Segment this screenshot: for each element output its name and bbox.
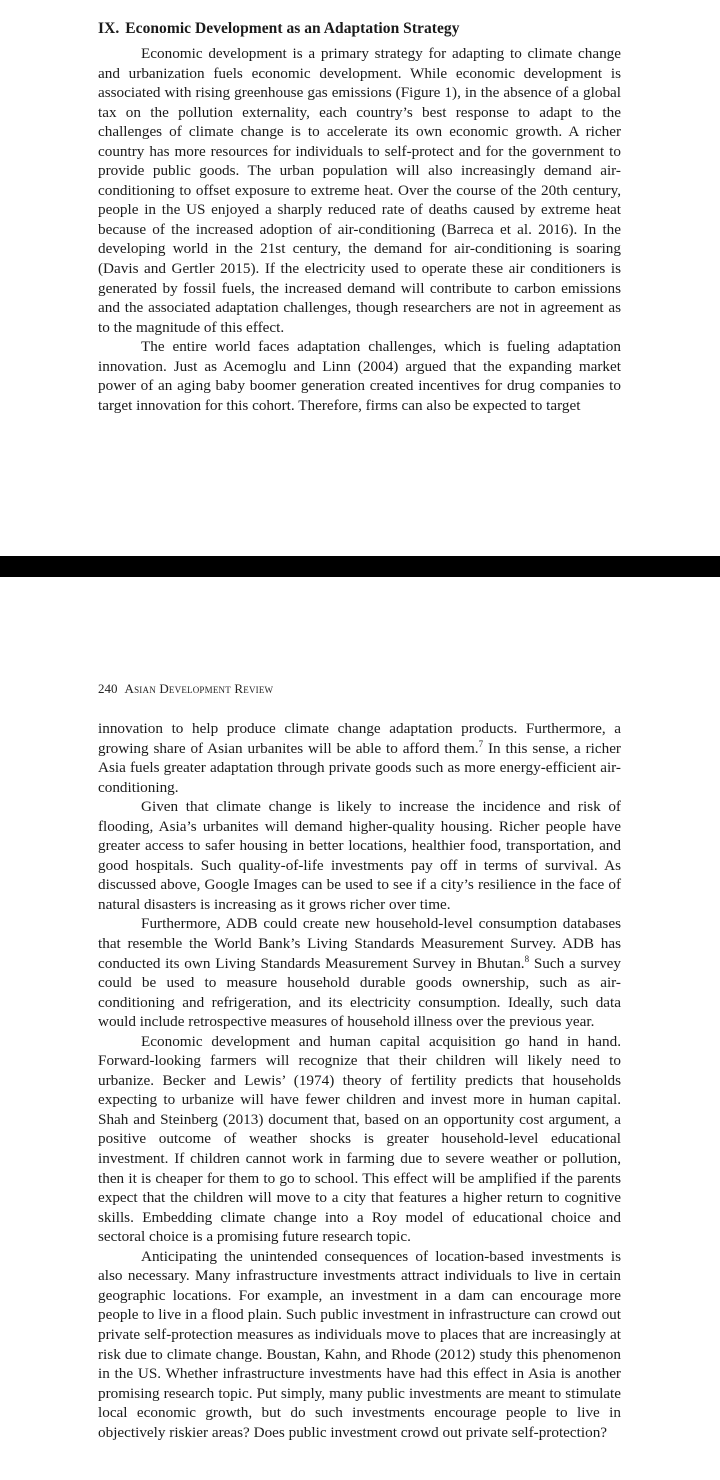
page-top xyxy=(0,0,720,556)
paragraph: The entire world faces adaptation challenges, which is fueling adaptation innovation. Just as Acemoglu and Linn (2004) argued that the expanding market power of an aging baby boomer generation created incentives for drug companies to target innovation for this cohort. Therefore, firms can also be expected to target xyxy=(98,338,621,414)
page-number: 240 xyxy=(98,681,118,696)
footnote-ref[interactable]: 8 xyxy=(524,953,530,964)
paragraph-text: Such a survey could be used to measure household durable goods ownership, such as air-conditioning and refrigeration, and its electricity consumption. Ideally, such data would include retrospective measures of household illness over the previous year. xyxy=(98,954,621,1031)
paragraph-continued xyxy=(98,719,621,797)
paragraph: Economic development is a primary strategy for adapting to climate change and urbanization fuels economic development. While economic development is associated with rising greenhouse gas emissions (Figure 1), in the absence of a global tax on the pollution externality, each country’s best response to adapt to the challenges of climate change is to accelerate its own economic growth. A richer country has more resources for individuals to self-protect and for the government to provide public goods. The urban population will also increasingly demand air-conditioning to offset exposure to extreme heat. Over the course of the 20th century, people in the US enjoyed a sharply reduced rate of deaths caused by extreme heat because of the increased adoption of air-conditioning (Barreca et al. 2016). In the developing world in the 21st century, the demand for air-conditioning is soaring (Davis and Gertler 2015). If the electricity used to operate these air conditioners is generated by fossil fuels, the increased demand will contribute to carbon emissions and the associated adaptation challenges, though researchers are not in agreement as to the magnitude of this effect. xyxy=(98,45,621,336)
paragraph-text: innovation to help produce climate change adaptation products. Furthermore, a growing share of Asian urbanites will be able to afford them. xyxy=(98,720,621,757)
body-text-bottom xyxy=(98,719,621,1442)
section-heading xyxy=(98,20,460,38)
footnote-ref[interactable]: 7 xyxy=(478,738,484,749)
paragraph xyxy=(98,914,621,1031)
section-title: Economic Development as an Adaptation Strategy xyxy=(125,19,460,37)
body-text-top xyxy=(98,44,621,415)
paragraph-text: Furthermore, ADB could create new household-level consumption databases that resemble the World Bank’s Living Standards Measurement Survey. ADB has conducted its own Living Standards Measurement Survey in Bhutan. xyxy=(98,915,621,972)
page-separator-bar xyxy=(0,556,720,577)
paragraph-text: In this sense, a richer Asia fuels greater adaptation through private goods such as more energy-efficient air-conditioning. xyxy=(98,739,621,796)
journal-title: Asian Development Review xyxy=(124,681,274,696)
section-number: IX. xyxy=(98,19,120,37)
paragraph: Economic development and human capital acquisition go hand in hand. Forward-looking farmers will recognize that their children will likely need to urbanize. Becker and Lewis’ (1974) theory of fertility predicts that households expecting to urbanize will have fewer children and invest more in human capital. Shah and Steinberg (2013) document that, based on an opportunity cost argument, a positive outcome of weather shocks is greater household-level educational investment. If children cannot work in farming due to severe weather or pollution, then it is cheaper for them to go to school. This effect will be amplified if the parents expect that the children will move to a city that features a higher return to cognitive skills. Embedding climate change into a Roy model of educational choice and sectoral choice is a promising future research topic. xyxy=(98,1032,621,1246)
running-head xyxy=(98,681,273,697)
paragraph: Given that climate change is likely to increase the incidence and risk of flooding, Asia’s urbanites will demand higher-quality housing. Richer people have greater access to safer housing in better locations, healthier food, transportation, and good hospitals. Such quality-of-life investments pay off in terms of survival. As discussed above, Google Images can be used to see if a city’s resilience in the face of natural disasters is increasing as it grows richer over time. xyxy=(98,798,621,913)
paragraph: Anticipating the unintended consequences of location-based investments is also necessary. Many infrastructure investments attract individuals to live in certain geographic locations. For example, an investment in a dam can encourage more people to live in a flood plain. Such public investment in infrastructure can crowd out private self-protection measures as individuals move to places that are increasingly at risk due to climate change. Boustan, Kahn, and Rhode (2012) study this phenomenon in the US. Whether infrastructure investments have had this effect in Asia is another promising research topic. Put simply, many public investments are meant to stimulate local economic growth, but do such investments encourage people to live in objectively riskier areas? Does public investment crowd out private self-protection? xyxy=(98,1247,621,1441)
